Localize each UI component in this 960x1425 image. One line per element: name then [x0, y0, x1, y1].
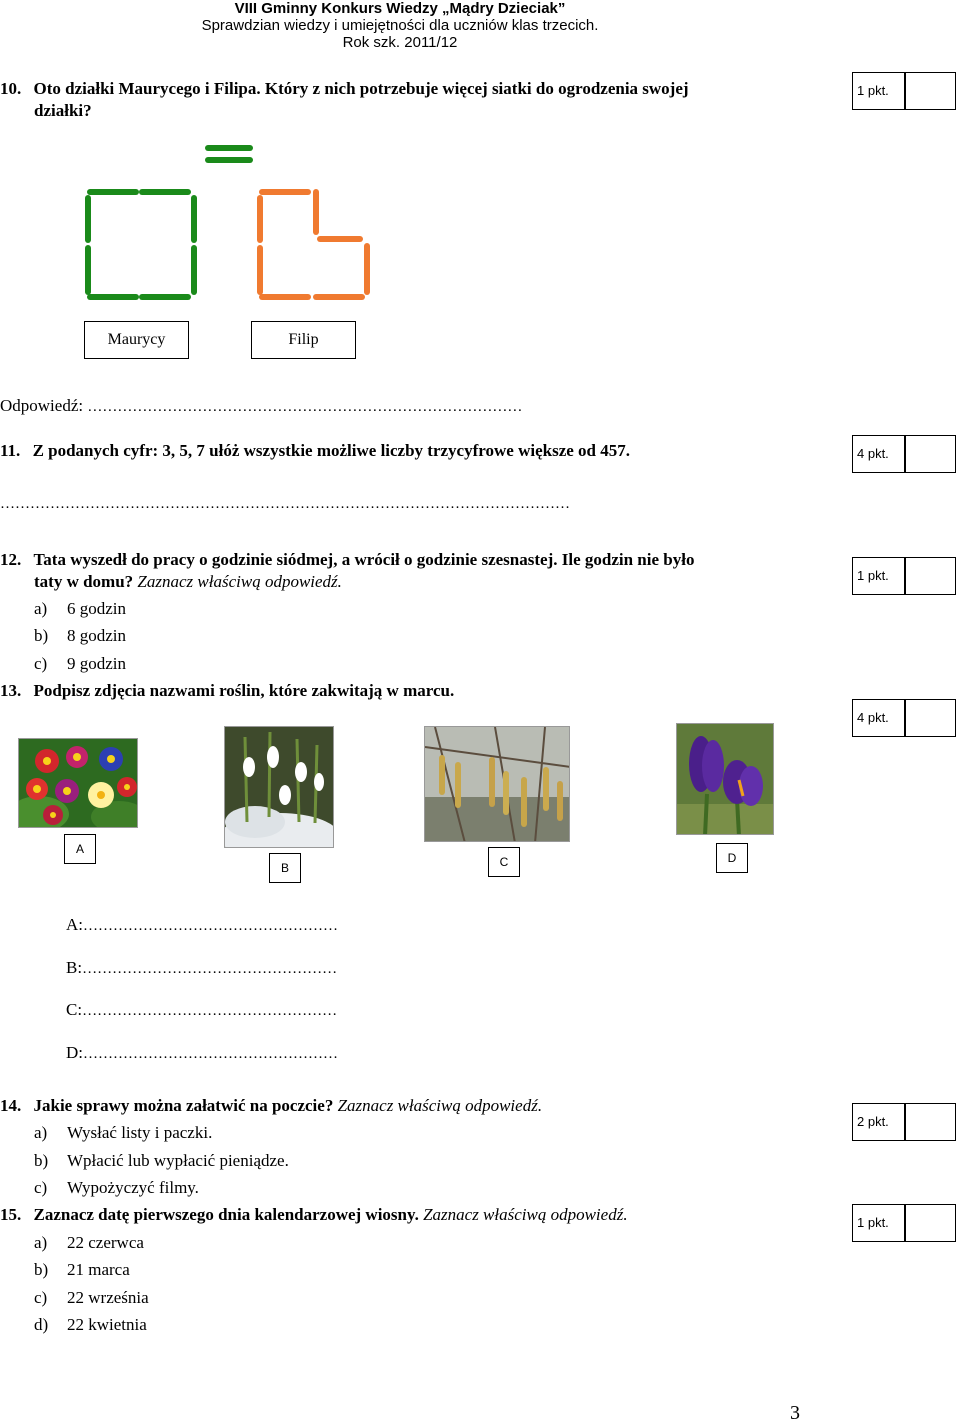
points-box-11	[852, 435, 956, 473]
question-15	[0, 1204, 810, 1226]
question-12-line2: taty w domu? Zaznacz właściwą odpowiedź.	[34, 572, 342, 591]
option-14c[interactable]: c) Wypożyczyć filmy.	[34, 1178, 199, 1197]
photo-snowdrops	[224, 726, 334, 848]
instruction: Zaznacz właściwą odpowiedź.	[423, 1205, 628, 1224]
question-text: Zaznacz datę pierwszego dnia kalendarzowej wiosny.	[33, 1205, 419, 1224]
instruction: Zaznacz właściwą odpowiedź.	[337, 1096, 543, 1115]
points-box-10	[852, 72, 956, 110]
question-text: Podpisz zdjęcia nazwami roślin, które zakwitają w marcu.	[33, 681, 455, 700]
letter-box-a: A	[64, 834, 96, 864]
points-label: 1 pkt.	[857, 1215, 889, 1230]
instruction: Zaznacz właściwą odpowiedź.	[137, 572, 342, 591]
letter-box-d: D	[716, 843, 748, 873]
crocus-image	[677, 724, 774, 835]
name-box-maurycy: Maurycy	[84, 321, 189, 359]
photo-catkins	[424, 726, 570, 842]
points-label: 1 pkt.	[857, 568, 889, 583]
question-10-line2: działki?	[34, 101, 92, 120]
primrose-image	[19, 739, 138, 828]
catkin-image	[425, 727, 570, 842]
question-13	[0, 680, 810, 702]
page-number: 3	[790, 1402, 800, 1424]
letter-box-b: B	[269, 853, 301, 883]
answer-label: Odpowiedź:	[0, 396, 84, 415]
points-box-14	[852, 1103, 956, 1141]
points-box-13	[852, 699, 956, 737]
points-label: 2 pkt.	[857, 1114, 889, 1129]
answer-line-c: C:……………………………………………	[66, 1000, 338, 1019]
option-15a[interactable]: a) 22 czerwca	[34, 1233, 144, 1252]
answer-line-a: A:……………………………………………	[66, 915, 338, 934]
option-12a[interactable]: a) 6 godzin	[34, 599, 127, 618]
question-number: 10.	[0, 79, 22, 98]
question-11	[0, 440, 810, 462]
points-label: 4 pkt.	[857, 446, 889, 461]
letter-box-c: C	[488, 847, 520, 877]
option-12c[interactable]: c) 9 godzin	[34, 654, 127, 673]
question-text: Oto działki Maurycego i Filipa. Który z nich potrzebuje więcej siatki do ogrodzenia swojej	[33, 79, 689, 98]
school-year: Rok szk. 2011/12	[342, 34, 458, 51]
test-subtitle: Sprawdzian wiedzy i umiejętności dla uczniów klas trzecich.	[201, 17, 599, 34]
question-text: Tata wyszedł do pracy o godzinie siódmej, a wrócił o godzinie szesnastej. Ile godzin nie było	[33, 550, 695, 569]
option-14a[interactable]: a) Wysłać listy i paczki.	[34, 1123, 213, 1142]
question-text: Z podanych cyfr: 3, 5, 7 ułóż wszystkie możliwe liczby trzycyfrowe większe od 457.	[32, 441, 630, 460]
question-10	[0, 78, 810, 100]
question-14	[0, 1095, 810, 1117]
answer-dots-11[interactable]: ……………………………………………………………………………………………………	[0, 496, 570, 512]
answer-dots[interactable]: ……………………………………………………………………………	[87, 399, 523, 415]
question-number: 11.	[0, 441, 21, 460]
question-number: 15.	[0, 1205, 22, 1224]
option-15d[interactable]: d) 22 kwietnia	[34, 1315, 147, 1334]
answer-line-d: D:……………………………………………	[66, 1043, 338, 1062]
name-box-filip: Filip	[251, 321, 356, 359]
photo-crocus	[676, 723, 774, 835]
question-number: 13.	[0, 681, 22, 700]
points-label: 1 pkt.	[857, 83, 889, 98]
option-15c[interactable]: c) 22 września	[34, 1288, 149, 1307]
question-text: Jakie sprawy można załatwić na poczcie?	[33, 1096, 334, 1115]
option-12b[interactable]: b) 8 godzin	[34, 626, 127, 645]
points-label: 4 pkt.	[857, 710, 889, 725]
question-number: 12.	[0, 550, 22, 569]
photo-primroses	[18, 738, 138, 828]
points-box-12	[852, 557, 956, 595]
points-box-15	[852, 1204, 956, 1242]
question-number: 14.	[0, 1096, 22, 1115]
contest-title: VIII Gminny Konkurs Wiedzy „Mądry Dzieciak”	[234, 0, 566, 17]
question-12	[0, 549, 810, 571]
snowdrop-image	[225, 727, 334, 848]
answer-line-b: B:……………………………………………	[66, 958, 338, 977]
option-14b[interactable]: b) Wpłacić lub wypłacić pieniądze.	[34, 1151, 289, 1170]
option-15b[interactable]: b) 21 marca	[34, 1260, 130, 1279]
answer-line-10	[0, 395, 522, 418]
plots-drawing	[80, 140, 380, 305]
